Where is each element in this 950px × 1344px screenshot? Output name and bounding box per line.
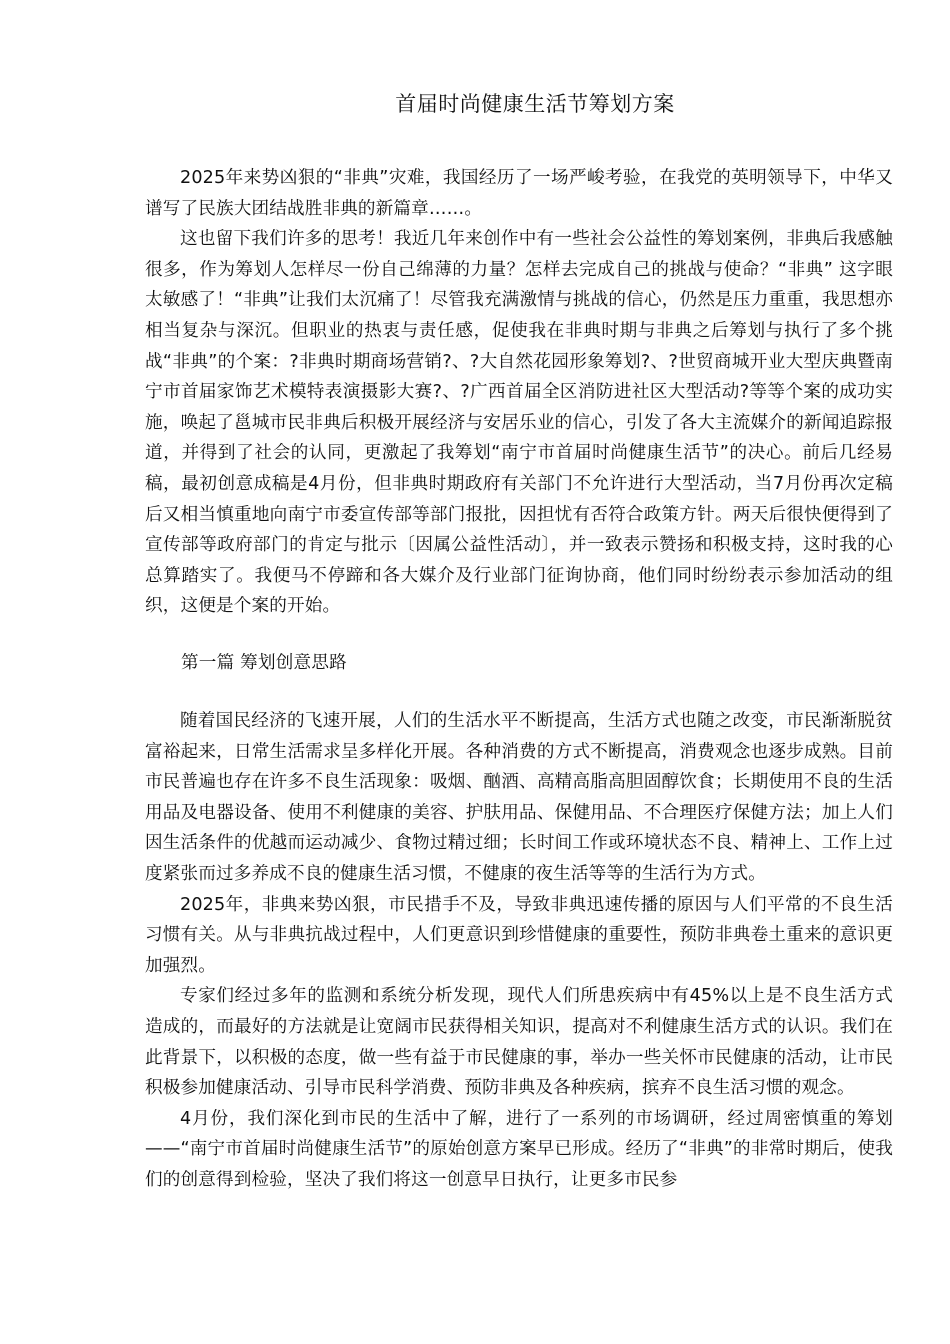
intro-paragraph-1: 2025年来势凶狠的“非典”灾难，我国经历了一场严峻考验，在我党的英明领导下，中华又谱写了民族大团结战胜非典的新篇章……。 xyxy=(145,168,893,219)
intro-section xyxy=(145,163,893,622)
section-paragraph-3: 专家们经过多年的监测和系统分析发现，现代人们所患疾病中有45%以上是不良生活方式造成的，而最好的方法就是让宽阔市民获得相关知识，提高对不利健康生活方式的认识。我们在此背景下，以积极的态度，做一些有益于市民健康的事，举办一些关怀市民健康的活动，让市民积极参加健康活动、引导市民科学消费、预防非典及各种疾病，摈弃不良生活习惯的观念。 xyxy=(145,986,893,1099)
planning-section xyxy=(145,706,893,1196)
document-title: 首届时尚健康生活节筹划方案 xyxy=(395,92,675,116)
section-heading: 第一篇 筹划创意思路 xyxy=(181,653,347,673)
section-paragraph-2: 2025年，非典来势凶狠，市民措手不及，导致非典迅速传播的原因与人们平常的不良生活习惯有关。从与非典抗战过程中，人们更意识到珍惜健康的重要性，预防非典卷土重来的意识更加强烈。 xyxy=(145,894,893,976)
section-paragraph-4: 4月份，我们深化到市民的生活中了解，进行了一系列的市场调研，经过周密慎重的筹划——“南宁市首届时尚健康生活节”的原始创意方案早已形成。经历了“非典”的非常时期后，使我们的创意得到检验，坚决了我们将这一创意早日执行，让更多市民参 xyxy=(145,1108,893,1190)
intro-paragraph-2: 这也留下我们许多的思考！我近几年来创作中有一些社会公益性的筹划案例，非典后我感触很多，作为筹划人怎样尽一份自己绵薄的力量？怎样去完成自己的挑战与使命？“非典” 这字眼太敏感了！“非典”让我们太沉痛了！尽管我充满激情与挑战的信心，仍然是压力重重，我思想亦相当复杂与深沉。但职业的热衷与责任感，促使我在非典时期与非典之后筹划与执行了多个挑战“非典”的个案：?非典时期商场营销?、?大自然花园形象筹划?、?世贸商城开业大型庆典暨南宁市首届家饰艺术模特表演摄影大赛?、?广西首届全区消防进社区大型活动?等等个案的成功实施，唤起了邕城市民非典后积极开展经济与安居乐业的信心，引发了各大主流媒介的新闻追踪报道，并得到了社会的认同，更激起了我筹划“南宁市首届时尚健康生活节”的决心。前后几经易稿，最初创意成稿是4月份，但非典时期政府有关部门不允许进行大型活动，当7月份再次定稿后又相当慎重地向南宁市委宣传部等部门报批，因担忧有否符合政策方针。两天后很快便得到了宣传部等政府部门的肯定与批示〔因属公益性活动〕，并一致表示赞扬和积极支持，这时我的心总算踏实了。我便马不停蹄和各大媒介及行业部门征询协商，他们同时纷纷表示参加活动的组织，这便是个案的开始。 xyxy=(145,229,893,617)
section-paragraph-1: 随着国民经济的飞速开展，人们的生活水平不断提高，生活方式也随之改变，市民渐渐脱贫富裕起来，日常生活需求呈多样化开展。各种消费的方式不断提高，消费观念也逐步成熟。目前市民普遍也存在许多不良生活现象：吸烟、酗酒、高精高脂高胆固醇饮食；长期使用不良的生活用品及电器设备、使用不利健康的美容、护肤用品、保健用品、不合理医疗保健方法；加上人们因生活条件的优越而运动减少、食物过精过细；长时间工作或环境状态不良、精神上、工作上过度紧张而过多养成不良的健康生活习惯，不健康的夜生活等等的生活行为方式。 xyxy=(145,711,893,884)
